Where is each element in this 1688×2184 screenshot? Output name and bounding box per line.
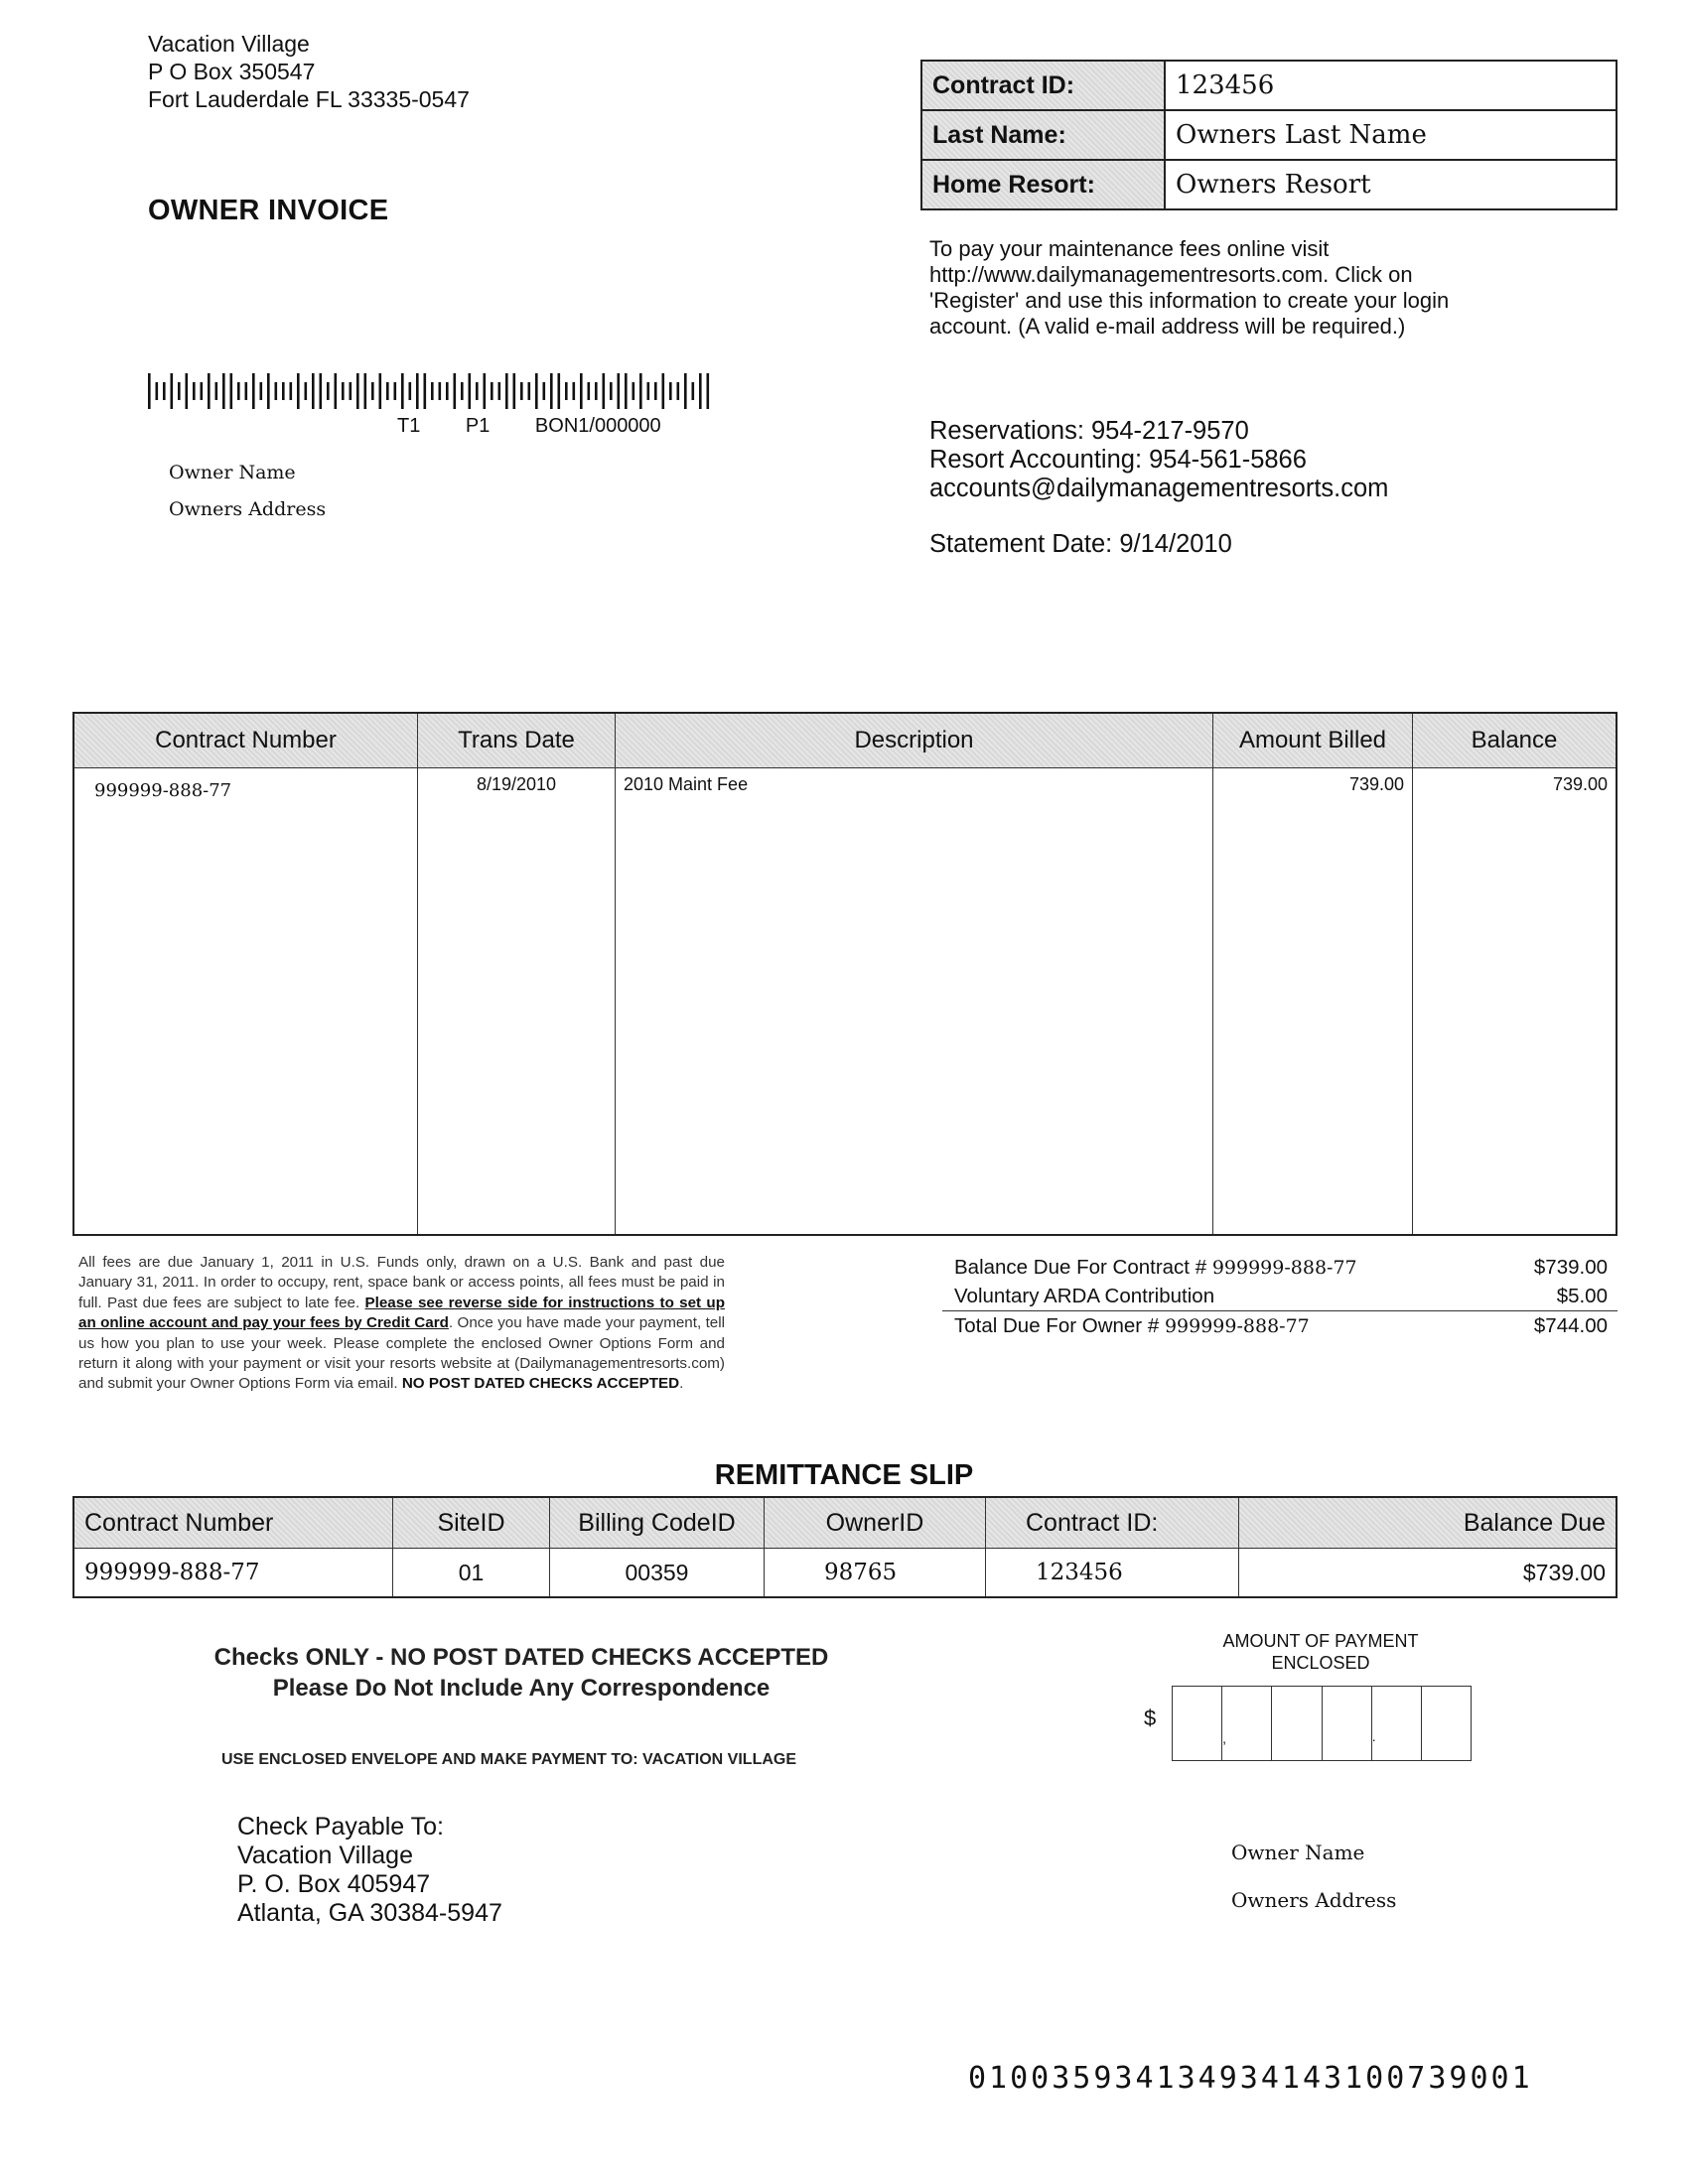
barcode-bar (618, 373, 621, 409)
totals-summary (942, 1253, 1618, 1340)
barcode-bar (342, 382, 345, 400)
remit-col-siteid: SiteID (393, 1497, 550, 1549)
barcode-reference (397, 415, 661, 438)
amount-label-line-2: ENCLOSED (1271, 1653, 1370, 1673)
barcode-bar (505, 373, 508, 409)
barcode-bar (379, 373, 382, 409)
barcode-bar (565, 382, 568, 400)
barcode-bar (461, 382, 464, 400)
checks-notice (149, 1642, 894, 1704)
barcode-bar (424, 373, 427, 409)
barcode-bar (222, 373, 225, 409)
sender-name: Vacation Village (148, 31, 310, 57)
barcode-bar (364, 373, 367, 409)
remittance-title: REMITTANCE SLIP (714, 1459, 974, 1491)
payable-city: Atlanta, GA 30384-5947 (237, 1899, 502, 1927)
statement-date: Statement Date: 9/14/2010 (929, 530, 1232, 558)
barcode-bar (186, 373, 189, 409)
row-contract: 999999-888-77 (73, 768, 418, 1236)
total-due-row (942, 1311, 1618, 1340)
balance-due-value: $739.00 (1533, 1255, 1608, 1279)
table-header-row (73, 713, 1617, 768)
total-due-label: Total Due For Owner # (954, 1313, 1160, 1337)
online-pay-line-4: account. (A valid e-mail address will be required.) (929, 314, 1406, 339)
barcode-bar (603, 373, 606, 409)
sender-city: Fort Lauderdale FL 33335-0547 (148, 86, 470, 112)
barcode-bar (535, 373, 538, 409)
owner-address: Owners Address (169, 498, 327, 520)
barcode-bar (230, 373, 233, 409)
barcode-bar (684, 373, 687, 409)
transactions-table (72, 712, 1618, 1236)
barcode-bar (469, 373, 472, 409)
balance-due-row (942, 1253, 1618, 1282)
barcode-bar (350, 382, 352, 400)
table-row (73, 768, 1617, 1236)
amount-enclosed-label (1162, 1630, 1479, 1674)
amount-enclosed-field[interactable] (1172, 1686, 1472, 1761)
sender-pobox: P O Box 350547 (148, 59, 316, 84)
barcode-bar (446, 382, 449, 400)
barcode-bar (431, 382, 434, 400)
remit-contractid: 123456 (986, 1549, 1239, 1598)
barcode-bar (513, 373, 516, 409)
credit-card-instructions-link[interactable]: Please see reverse side for instructions to set up an online account and pay your fees by Credit Card (78, 1294, 725, 1332)
barcode-bar (371, 382, 374, 400)
barcode-bar (610, 382, 613, 400)
barcode-bar (662, 373, 665, 409)
barcode-bar (215, 382, 218, 400)
barcode-bar (208, 373, 211, 409)
balance-due-label: Balance Due For Contract # (954, 1255, 1207, 1279)
invoice-title: OWNER INVOICE (148, 195, 389, 226)
barcode-bar (201, 382, 204, 400)
barcode-bar (416, 373, 419, 409)
barcode-bar (178, 382, 181, 400)
row-description: 2010 Maint Fee (616, 768, 1213, 1236)
remit-billing: 00359 (550, 1549, 765, 1598)
postal-barcode (148, 373, 714, 409)
barcode-bar (543, 382, 546, 400)
sender-address (148, 30, 470, 113)
barcode-bar (484, 373, 487, 409)
barcode-bar (654, 382, 657, 400)
barcode-bar (639, 373, 642, 409)
amount-digit-box[interactable]: , (1222, 1687, 1272, 1760)
payment-terms: All fees are due January 1, 2011 in U.S. Funds only, drawn on a U.S. Bank and past due January 31, 2011. In order to occupy, rent, space bank or access points, all fees must be paid in full. Past due fees are subject to late fee. Please see reverse side for instructions to set up an online account and pay your fees by Credit Card. Once you have made your payment, tell us how you plan to use your week. Please complete the enclosed Owner Options Form and return it along with your payment or visit your resorts website at (Dailymanagementresorts.com) and submit your Owner Options Form via email. NO POST DATED CHECKS ACCEPTED. (78, 1254, 725, 1393)
no-post-dated-notice: NO POST DATED CHECKS ACCEPTED (401, 1375, 680, 1393)
contract-id-box (920, 60, 1618, 210)
barcode-bar (476, 382, 479, 400)
barcode-bar (171, 373, 174, 409)
barcode-bar (267, 373, 270, 409)
remit-balance: $739.00 (1239, 1549, 1618, 1598)
barcode-bar (394, 382, 397, 400)
barcode-bar (156, 382, 159, 400)
barcode-bar (305, 382, 308, 400)
barcode-bar (633, 382, 635, 400)
check-payable-address (237, 1813, 502, 1928)
barcode-bar (647, 382, 650, 400)
barcode-bar (148, 373, 151, 409)
col-trans-date: Trans Date (418, 713, 616, 768)
remittance-table (72, 1496, 1618, 1598)
barcode-bar (335, 373, 338, 409)
barcode-bar (282, 382, 285, 400)
remittance-row (73, 1549, 1617, 1598)
remit-col-contractid: Contract ID: (986, 1497, 1239, 1549)
remit-owner-address: Owners Address (1231, 1888, 1397, 1912)
barcode-bar (312, 373, 315, 409)
barcode-bar (707, 373, 710, 409)
col-amount-billed: Amount Billed (1213, 713, 1413, 768)
remit-col-balance: Balance Due (1239, 1497, 1618, 1549)
remit-mailing-address (1231, 1829, 1396, 1924)
barcode-bar (558, 373, 561, 409)
last-name-value: Owners Last Name (1165, 110, 1617, 160)
barcode-bar (580, 373, 583, 409)
amount-label-line-1: AMOUNT OF PAYMENT (1222, 1631, 1419, 1651)
barcode-bar (297, 373, 300, 409)
contract-id-label: Contract ID: (921, 61, 1165, 110)
row-amount: 739.00 (1213, 768, 1413, 1236)
barcode-bar (320, 373, 323, 409)
no-correspondence-line: Please Do Not Include Any Correspondence (272, 1675, 771, 1702)
remittance-header-row (73, 1497, 1617, 1549)
barcode-bar (491, 382, 493, 400)
accounting-email[interactable]: accounts@dailymanagementresorts.com (929, 475, 1389, 502)
barcode-bar (677, 382, 680, 400)
row-date: 8/19/2010 (418, 768, 616, 1236)
barcode-bar (401, 373, 404, 409)
payable-pobox: P. O. Box 405947 (237, 1870, 431, 1898)
amount-digit-box[interactable] (1422, 1687, 1471, 1760)
online-pay-link[interactable]: http://www.dailymanagementresorts.com. Click on (929, 262, 1413, 287)
envelope-notice: USE ENCLOSED ENVELOPE AND MAKE PAYMENT TO: VACATION VILLAGE (221, 1751, 797, 1768)
barcode-bar (260, 382, 263, 400)
home-resort-label: Home Resort: (921, 160, 1165, 209)
micr-line: 010035934134934143100739001 (968, 2061, 1533, 2096)
online-payment-instructions (929, 236, 1565, 340)
mailing-address (169, 455, 326, 528)
barcode-bar (386, 382, 389, 400)
arda-label: Voluntary ARDA Contribution (954, 1284, 1215, 1307)
barcode-bar (669, 382, 672, 400)
barcode-bar (550, 373, 553, 409)
col-balance: Balance (1413, 713, 1618, 768)
total-due-owner: 999999-888-77 (1164, 1314, 1310, 1337)
barcode-bar (163, 382, 166, 400)
contact-info (929, 417, 1388, 503)
barcode-bar (290, 382, 293, 400)
barcode-bar (245, 382, 248, 400)
terms-text-2: . Once you have made your payment, tell us how you plan to use your week. Please complete the enclosed Owner Options Form and return it along with your payment or visit your resorts website at (Dailymanagementresorts.com) and submit your Owner Options Form via email. (78, 1314, 725, 1393)
remit-owner-name: Owner Name (1231, 1841, 1365, 1864)
currency-symbol: $ (1144, 1706, 1157, 1730)
col-contract-number: Contract Number (73, 713, 418, 768)
contract-id-value: 123456 (1165, 61, 1617, 110)
remit-ownerid: 98765 (765, 1549, 986, 1598)
barcode-bar (252, 373, 255, 409)
barcode-bar (356, 373, 359, 409)
amount-digit-box[interactable]: . (1372, 1687, 1422, 1760)
checks-only-line: Checks ONLY - NO POST DATED CHECKS ACCEPTED (213, 1644, 829, 1671)
barcode-bar (193, 382, 196, 400)
barcode-bar (498, 382, 501, 400)
accounting-phone: Resort Accounting: 954-561-5866 (929, 446, 1307, 474)
barcode-bar (439, 382, 442, 400)
col-description: Description (616, 713, 1213, 768)
tray-position: T1 P1 (397, 415, 491, 437)
barcode-bar (237, 382, 240, 400)
barcode-bar (520, 382, 523, 400)
home-resort-value: Owners Resort (1165, 160, 1617, 209)
reservations-phone: Reservations: 954-217-9570 (929, 417, 1249, 445)
remit-col-contract: Contract Number (73, 1497, 393, 1549)
barcode-bar (275, 382, 278, 400)
row-balance: 739.00 (1413, 768, 1618, 1236)
remit-siteid: 01 (393, 1549, 550, 1598)
amount-digit-box[interactable] (1272, 1687, 1322, 1760)
remit-contract: 999999-888-77 (73, 1549, 393, 1598)
payable-label: Check Payable To: (237, 1813, 444, 1841)
barcode-bar (692, 382, 695, 400)
arda-value: $5.00 (1556, 1284, 1608, 1307)
remit-col-billing: Billing CodeID (550, 1497, 765, 1549)
remit-col-ownerid: OwnerID (765, 1497, 986, 1549)
barcode-bar (327, 382, 330, 400)
barcode-bar (409, 382, 412, 400)
barcode-bar (699, 373, 702, 409)
barcode-bar (573, 382, 576, 400)
amount-digit-box[interactable] (1323, 1687, 1372, 1760)
amount-digit-box[interactable] (1173, 1687, 1222, 1760)
barcode-bar (528, 382, 531, 400)
online-pay-line-1: To pay your maintenance fees online visit (929, 236, 1330, 261)
bon-number: BON1/000000 (534, 415, 661, 437)
owner-name: Owner Name (169, 462, 296, 483)
barcode-bar (625, 373, 628, 409)
arda-row (942, 1282, 1618, 1311)
balance-due-contract: 999999-888-77 (1211, 1256, 1357, 1279)
total-due-value: $744.00 (1533, 1313, 1608, 1337)
barcode-bar (588, 382, 591, 400)
terms-text: All fees are due January 1, 2011 in U.S. Funds only, drawn on a U.S. Bank and past due January 31, 2011. In order to occupy, rent, space bank or access points, all fees must be paid in full. Past due fees are subject to late fee. (78, 1254, 725, 1311)
payable-name: Vacation Village (237, 1842, 413, 1869)
barcode-bar (595, 382, 598, 400)
last-name-label: Last Name: (921, 110, 1165, 160)
barcode-bar (454, 373, 457, 409)
online-pay-line-3: 'Register' and use this information to create your login (929, 288, 1450, 313)
